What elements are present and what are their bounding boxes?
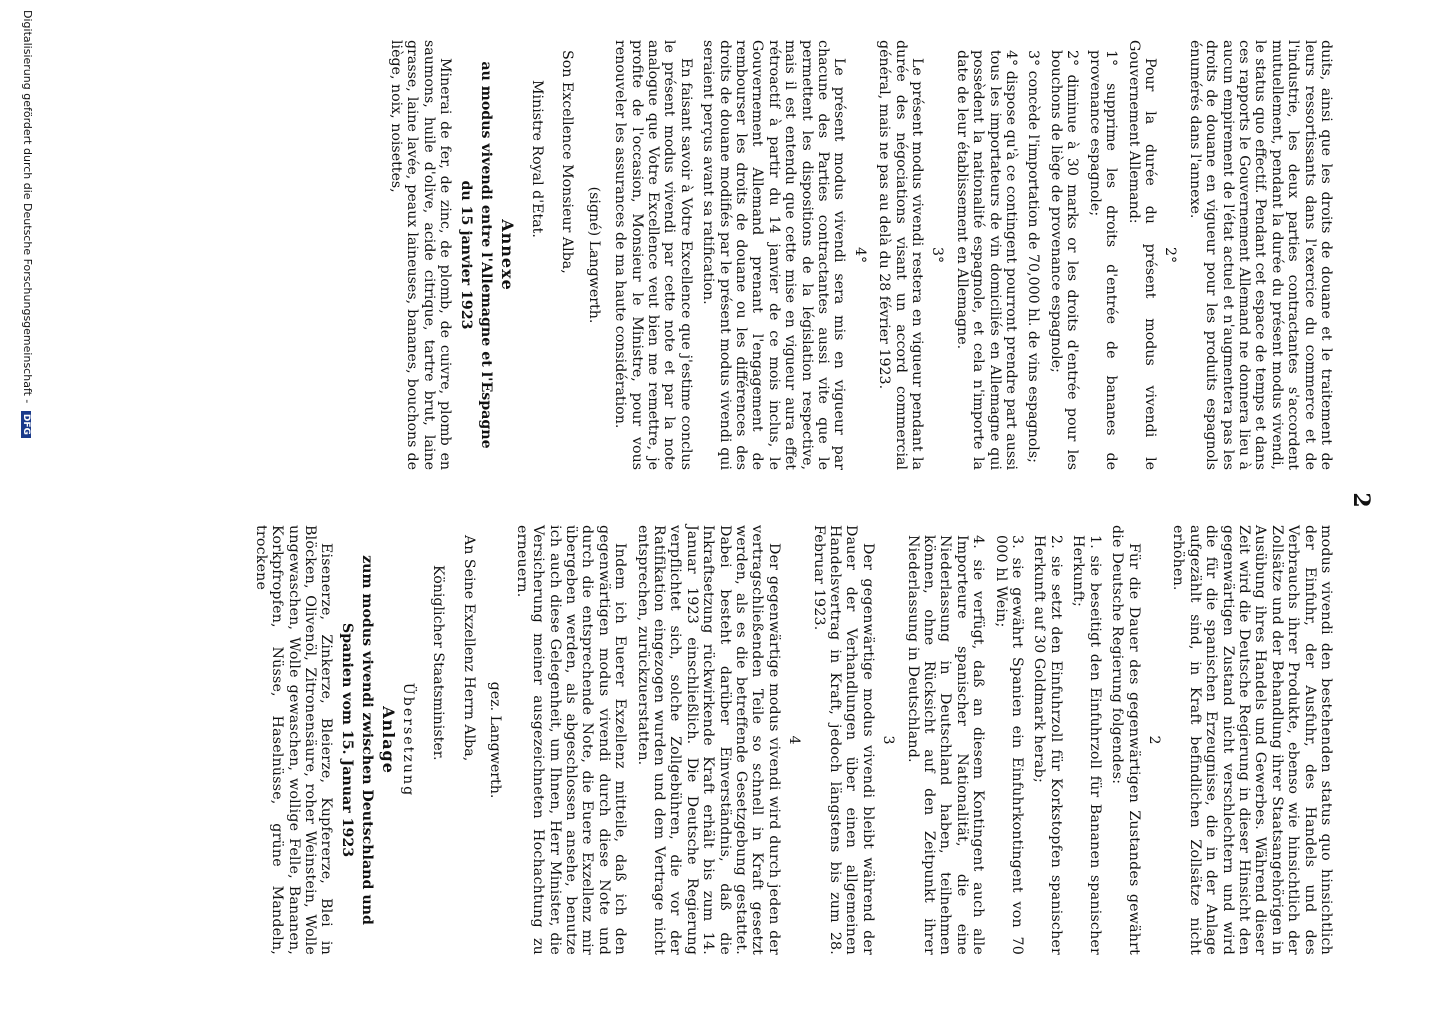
de-annex-subtitle-1: zum modus vivendi zwischen Deutschland und xyxy=(359,555,376,925)
digitization-note xyxy=(21,0,34,1010)
fr-section-2-number: 2° xyxy=(1162,246,1179,264)
fr-section-3-text: Le présent modus vivendi restera en vigueur pendant la durée des négociations visant un accord commercial général, mais ne pas au delà du 28 février 1923. xyxy=(876,40,926,470)
fr-signature: (signé) Langwerth. xyxy=(585,186,602,324)
fr-addressee-2: Ministre Royal d'Etat. xyxy=(528,80,545,238)
fr-item: 2° diminue à 30 marks or les droits d'entrée pour les bouchons de liège de provenance espagnole; xyxy=(1047,50,1081,470)
fr-item: 3° concède l'importation de 70,000 hl. de vins espagnols; xyxy=(1025,50,1042,463)
german-column xyxy=(246,525,1334,955)
digitization-note-text: Digitalisierung gefördert durch die Deutsche Forschungsgemeinschaft - xyxy=(21,10,34,404)
de-translation-label: Übersetzung xyxy=(400,682,417,798)
de-section-4-number: 4 xyxy=(786,735,803,745)
de-closing: Indem ich Euerer Exzellenz mitteile, daß ich den gegenwärtigen modus vivendi durch diese Note und durch die entsprechende Note, die Euere Exzellenz mir übergeben werden, als abgeschlossen ansehe, benutze ich auch diese Gelegenheit, um Ihnen, Herr Minister, die Versicherung meiner ausgezeichneten Hochachtung zu erneuern. xyxy=(513,525,629,955)
de-section-3-text: Der gegenwärtige modus vivendi bleibt während der Dauer der Verhandlungen über einen allgemeinen Handelsvertrag in Kraft, jedoch längstens bis zum 28. Februar 1923. xyxy=(810,525,876,955)
de-item: 1. sie beseitigt den Einfuhrzoll für Bananen spanischer Herkunft; xyxy=(1070,535,1103,955)
fr-item: 1° supprime les droits d'entrée de bananes de provenance espagnole; xyxy=(1086,50,1120,470)
de-annex-subtitle-2: Spanien vom 15. Januar 1923 xyxy=(338,622,355,858)
de-item: 4. sie verfügt, daß an diesem Kontingent auch alle Importeure spanischer Nationalität, die eine Niederlassung in Deutschland haben, teilnehmen können, ohne Rücksicht auf den Zeitpunkt ihrer Niederlassung in Deutschland. xyxy=(904,535,987,955)
de-annex-text: Eisenerze, Zinkerze, Bleierze, Kupfererze, Blei in Blöcken, Olivenöl, Zitronensäure, roher Weinstein, Wolle ungewaschen, Wolle gewaschen, wollige Felle, Bananen, Korkpfropfen, Nüsse, Haselnüsse, grüne Mandeln, trockene xyxy=(252,525,335,955)
de-section-2-lead: Für die Dauer des gegenwärtigen Zustandes gewährt die Deutsche Regierung folgendes: xyxy=(1109,525,1142,955)
dfg-logo: DFG xyxy=(21,411,31,438)
de-section-2-number: 2 xyxy=(1145,735,1162,745)
fr-annex-title: Annexe xyxy=(497,219,517,291)
de-signature: gez. Langwerth. xyxy=(487,681,504,799)
de-item: 3. sie gewährt Spanien ein Einfuhrkontingent von 70 000 hl Wein; xyxy=(992,535,1026,955)
fr-section-4-number: 4° xyxy=(851,246,868,264)
de-addressee-1: An Seine Exzellenz Herrn Alba, xyxy=(460,535,477,762)
fr-annex-subtitle-1: au modus vivendi entre l'Allemagne et l'Espagne xyxy=(478,61,495,449)
fr-section-2-lead: Pour la durée du présent modus vivendi le Gouvernement Allemand: xyxy=(1125,40,1158,470)
fr-section-3-number: 3° xyxy=(929,246,946,264)
page-number: 2 xyxy=(1348,492,1374,508)
fr-annex-text: Minerai de fer, de zinc, de plomb, de cuivre, plomb en saumons, huile d'olive, acide citrique, tartre brut, laine grasse, laine lavée, peaux laineuses, bananes, bouchons de liège, noix, noisettes, xyxy=(388,40,454,470)
de-section-4-text: Der gegenwärtige modus vivendi wird durch jeden der vertragschließenden Teile so schnell in Kraft gesetzt werden, als es die betreffende Gesetzgebung gestattet. Dabei besteht darüber Einverständnis, daß die Inkraftsetzung rückwirkende Kraft erhält bis zum 14. Januar 1923 einschließlich. Die Deutsche Regierung verpflichtet sich, solche Zollgebühren, die vor der Ratifikation eingezogen wurden und dem Vertrage nicht entsprechen, zurückzuerstatten. xyxy=(634,525,782,955)
de-annex-title: Anlage xyxy=(378,706,398,774)
fr-annex-subtitle-2: du 15 janvier 1923 xyxy=(457,180,474,330)
fr-addressee-1: Son Excellence Monsieur Alba, xyxy=(559,50,576,274)
de-addressee-2: Königlicher Staatsminister. xyxy=(430,565,447,761)
fr-item: 4° dispose qu'à ce contingent pourront prendre part aussi tous les importateurs de vin domiciliés en Allemagne qui possèdent la nationalité espagnole, et cela n'importe la date de leur établissement en Allemagne. xyxy=(953,50,1020,470)
de-section-3-number: 3 xyxy=(880,735,897,745)
de-item: 2. sie setzt den Einfuhrzoll für Korkstopfen spanischer Herkunft auf 30 Goldmark herab; xyxy=(1031,535,1064,955)
fr-intro: duits, ainsi que les droits de douane et le traitement de leurs ressortissants dans l'exercice du commerce et de l'industrie, les deux parties contractantes s'accordent mutuellement, pendant la durée du présent modus vivendi, le status quo effectif. Pendant cet espace de temps et dans ces rapports le Gouvernement Allemand ne donnera lieu à aucun empirement de l'état actuel et n'augmentera pas les droits de douane en vigueur pour les produits espagnols énumérés dans l'annexe. xyxy=(1186,40,1334,470)
fr-section-4-text: Le présent modus vivendi sera mis en vigueur par chacune des Parties contractantes aussi vite que le permettent les dispositions de la législation respective, mais il est entendu que cette mise en vigueur aura effet rétroactif à partir du 14 janvier de ce mois inclus, le Gouvernement Allemand prenant l'engagement de rembourser les droits de douane ou les différences des droits de douane modifiés par le présent modus vivendi qui seraient perçus avant sa ratification. xyxy=(700,40,848,470)
fr-closing: En faisant savoir à Votre Excellence que j'estime conclus le présent modus vivendi par cette note et par la note analogue que Votre Excellence veut bien me remettre, je profite de l'occasion, Monsieur le Ministre, pour vous renouveler les assurances de ma haute considération. xyxy=(612,40,694,470)
french-column xyxy=(382,40,1334,470)
de-intro: modus vivendi den bestehenden status quo hinsichtlich der Einfuhr, der Ausfuhr, des Handels und des Verbrauchs ihrer Produkte, ebenso wie hinsichtlich der Zollsätze und der Behandlung ihrer Staatsangehörigen in Ausübung ihres Handels und Gewerbes. Während dieser Zeit wird die Deutsche Regierung in dieser Hinsicht den gegenwärtigen Zustand nicht verschlechtern und wird die für die spanischen Erzeugnisse, die in der Anlage aufgezählt sind, in Kraft befindlichen Zollsätze nicht erhöhen. xyxy=(1170,525,1334,955)
